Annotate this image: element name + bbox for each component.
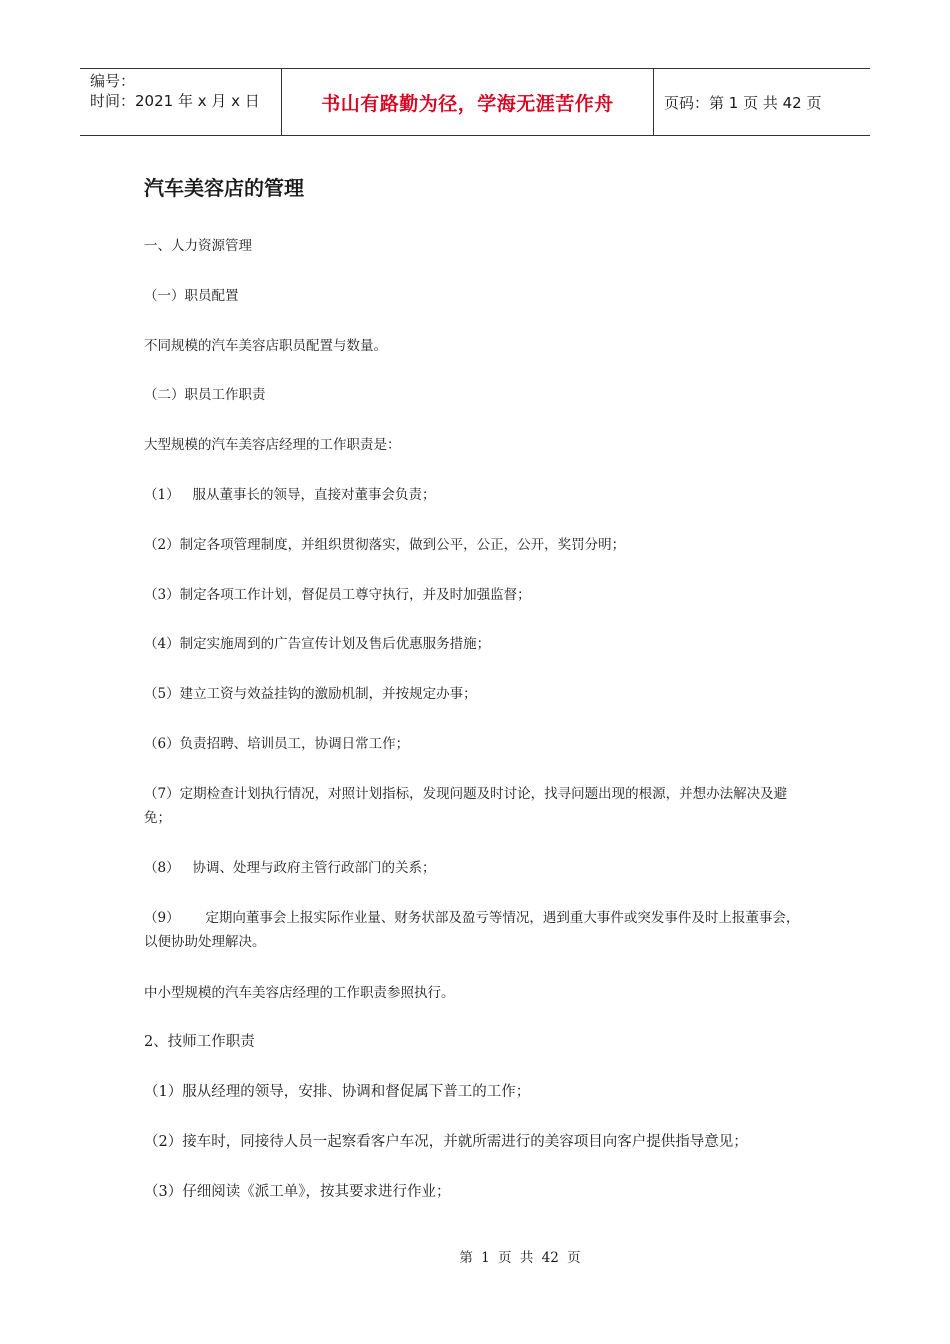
paragraph: 不同规模的汽车美容店职员配置与数量。 — [144, 338, 387, 354]
list-item: （7）定期检查计划执行情况，对照计划指标，发现问题及时讨论，找寻问题出现的根源，并想办法解决及避免； — [144, 786, 788, 826]
list-item: （2）制定各项管理制度，并组织贯彻落实，做到公平，公正，公开，奖罚分明； — [144, 537, 626, 553]
doc-time-label: 时间：2021 年 x 月 x 日 — [90, 92, 260, 110]
page-footer: 第 1 页 共 42 页 — [459, 1250, 581, 1266]
list-item: （3）仔细阅读《派工单》，按其要求进行作业； — [144, 1184, 451, 1200]
subsection-heading: （一）职员配置 — [144, 288, 239, 304]
paragraph: 大型规模的汽车美容店经理的工作职责是： — [144, 437, 401, 453]
list-item: （9） 定期向董事会上报实际作业量、财务状部及盈亏等情况，遇到重大事件或突发事件及时上报董事会，以便协助处理解决。 — [144, 910, 800, 950]
doc-number-label: 编号： — [90, 72, 136, 90]
section-heading: 2、技师工作职责 — [144, 1034, 255, 1050]
document-title: 汽车美容店的管理 — [144, 176, 304, 200]
section-heading: 一、人力资源管理 — [144, 238, 252, 254]
list-item: （6）负责招聘、培训员工，协调日常工作； — [144, 736, 410, 752]
header-page-info: 页码：第 1 页 共 42 页 — [664, 93, 822, 112]
list-item: （1） 服从董事长的领导，直接对董事会负责； — [144, 487, 436, 503]
list-item: （5）建立工资与效益挂钩的激励机制，并按规定办事； — [144, 686, 477, 702]
subsection-heading: （二）职员工作职责 — [144, 387, 266, 403]
list-item: （1）服从经理的领导，安排、协调和督促属下普工的工作； — [144, 1084, 531, 1100]
list-item: （3）制定各项工作计划，督促员工尊守执行，并及时加强监督； — [144, 587, 531, 603]
list-item: （8） 协调、处理与政府主管行政部门的关系； — [144, 860, 436, 876]
page-header — [80, 68, 870, 136]
list-item: （2）接车时，同接待人员一起察看客户车况，并就所需进行的美容项目向客户提供指导意见； — [144, 1134, 748, 1150]
paragraph: 中小型规模的汽车美容店经理的工作职责参照执行。 — [144, 985, 455, 1001]
header-motto: 书山有路勤为径，学海无涯苦作舟 — [282, 69, 654, 135]
list-item: （4）制定实施周到的广告宣传计划及售后优惠服务措施； — [144, 636, 491, 652]
header-meta — [80, 69, 282, 135]
